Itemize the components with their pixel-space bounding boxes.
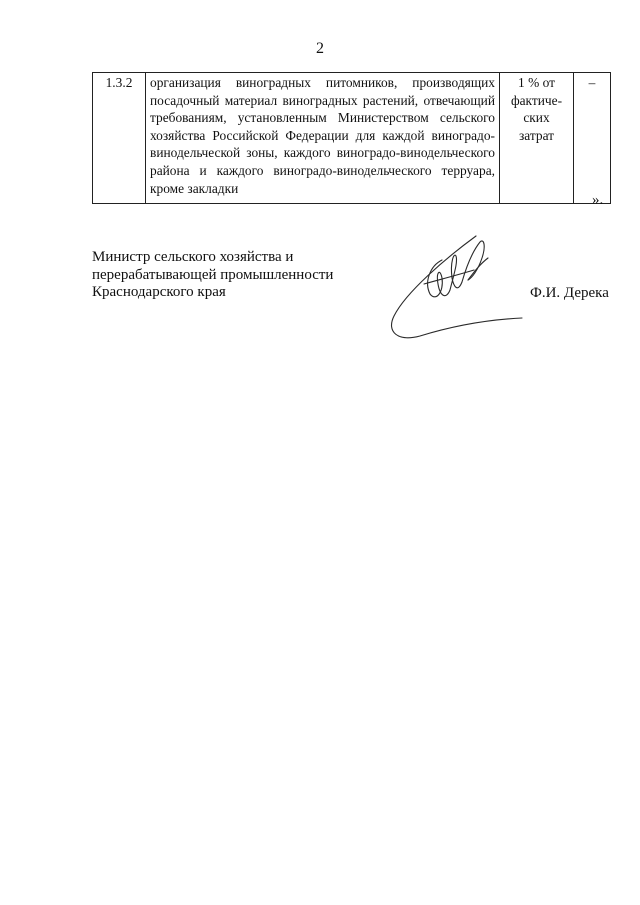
row-rate [500, 73, 574, 204]
row-description: организация виноградных питомников, производящих посадочный материал виноградных растений, отвечающий требованиям, установленным Министерством сельского хозяйства Российской Федерации для каждой виноградо-винодельческой зоны, каждого виноградо-винодельческого района и каждого виноградо-винодельческого терруара, кроме закладки [146, 73, 500, 204]
closing-quote: ». [592, 192, 604, 208]
row-rate-line: затрат [518, 127, 555, 143]
rates-table [92, 72, 611, 204]
signature-graphic [384, 222, 529, 350]
signer-title-line: перерабатывающей промышленности [92, 266, 334, 283]
row-rate-line: ских [523, 110, 550, 126]
row-rate-line: фактиче- [510, 92, 563, 108]
page-number: 2 [316, 40, 324, 57]
row-extra: – [574, 73, 611, 204]
signer-title [92, 249, 333, 302]
table-row [93, 73, 611, 204]
row-number: 1.3.2 [93, 73, 146, 204]
signer-name: Ф.И. Дерека [530, 285, 609, 301]
signer-title-line: Краснодарского края [92, 284, 226, 301]
signer-title-line: Министр сельского хозяйства и [92, 249, 294, 265]
row-rate-line: 1 % от [518, 75, 555, 90]
